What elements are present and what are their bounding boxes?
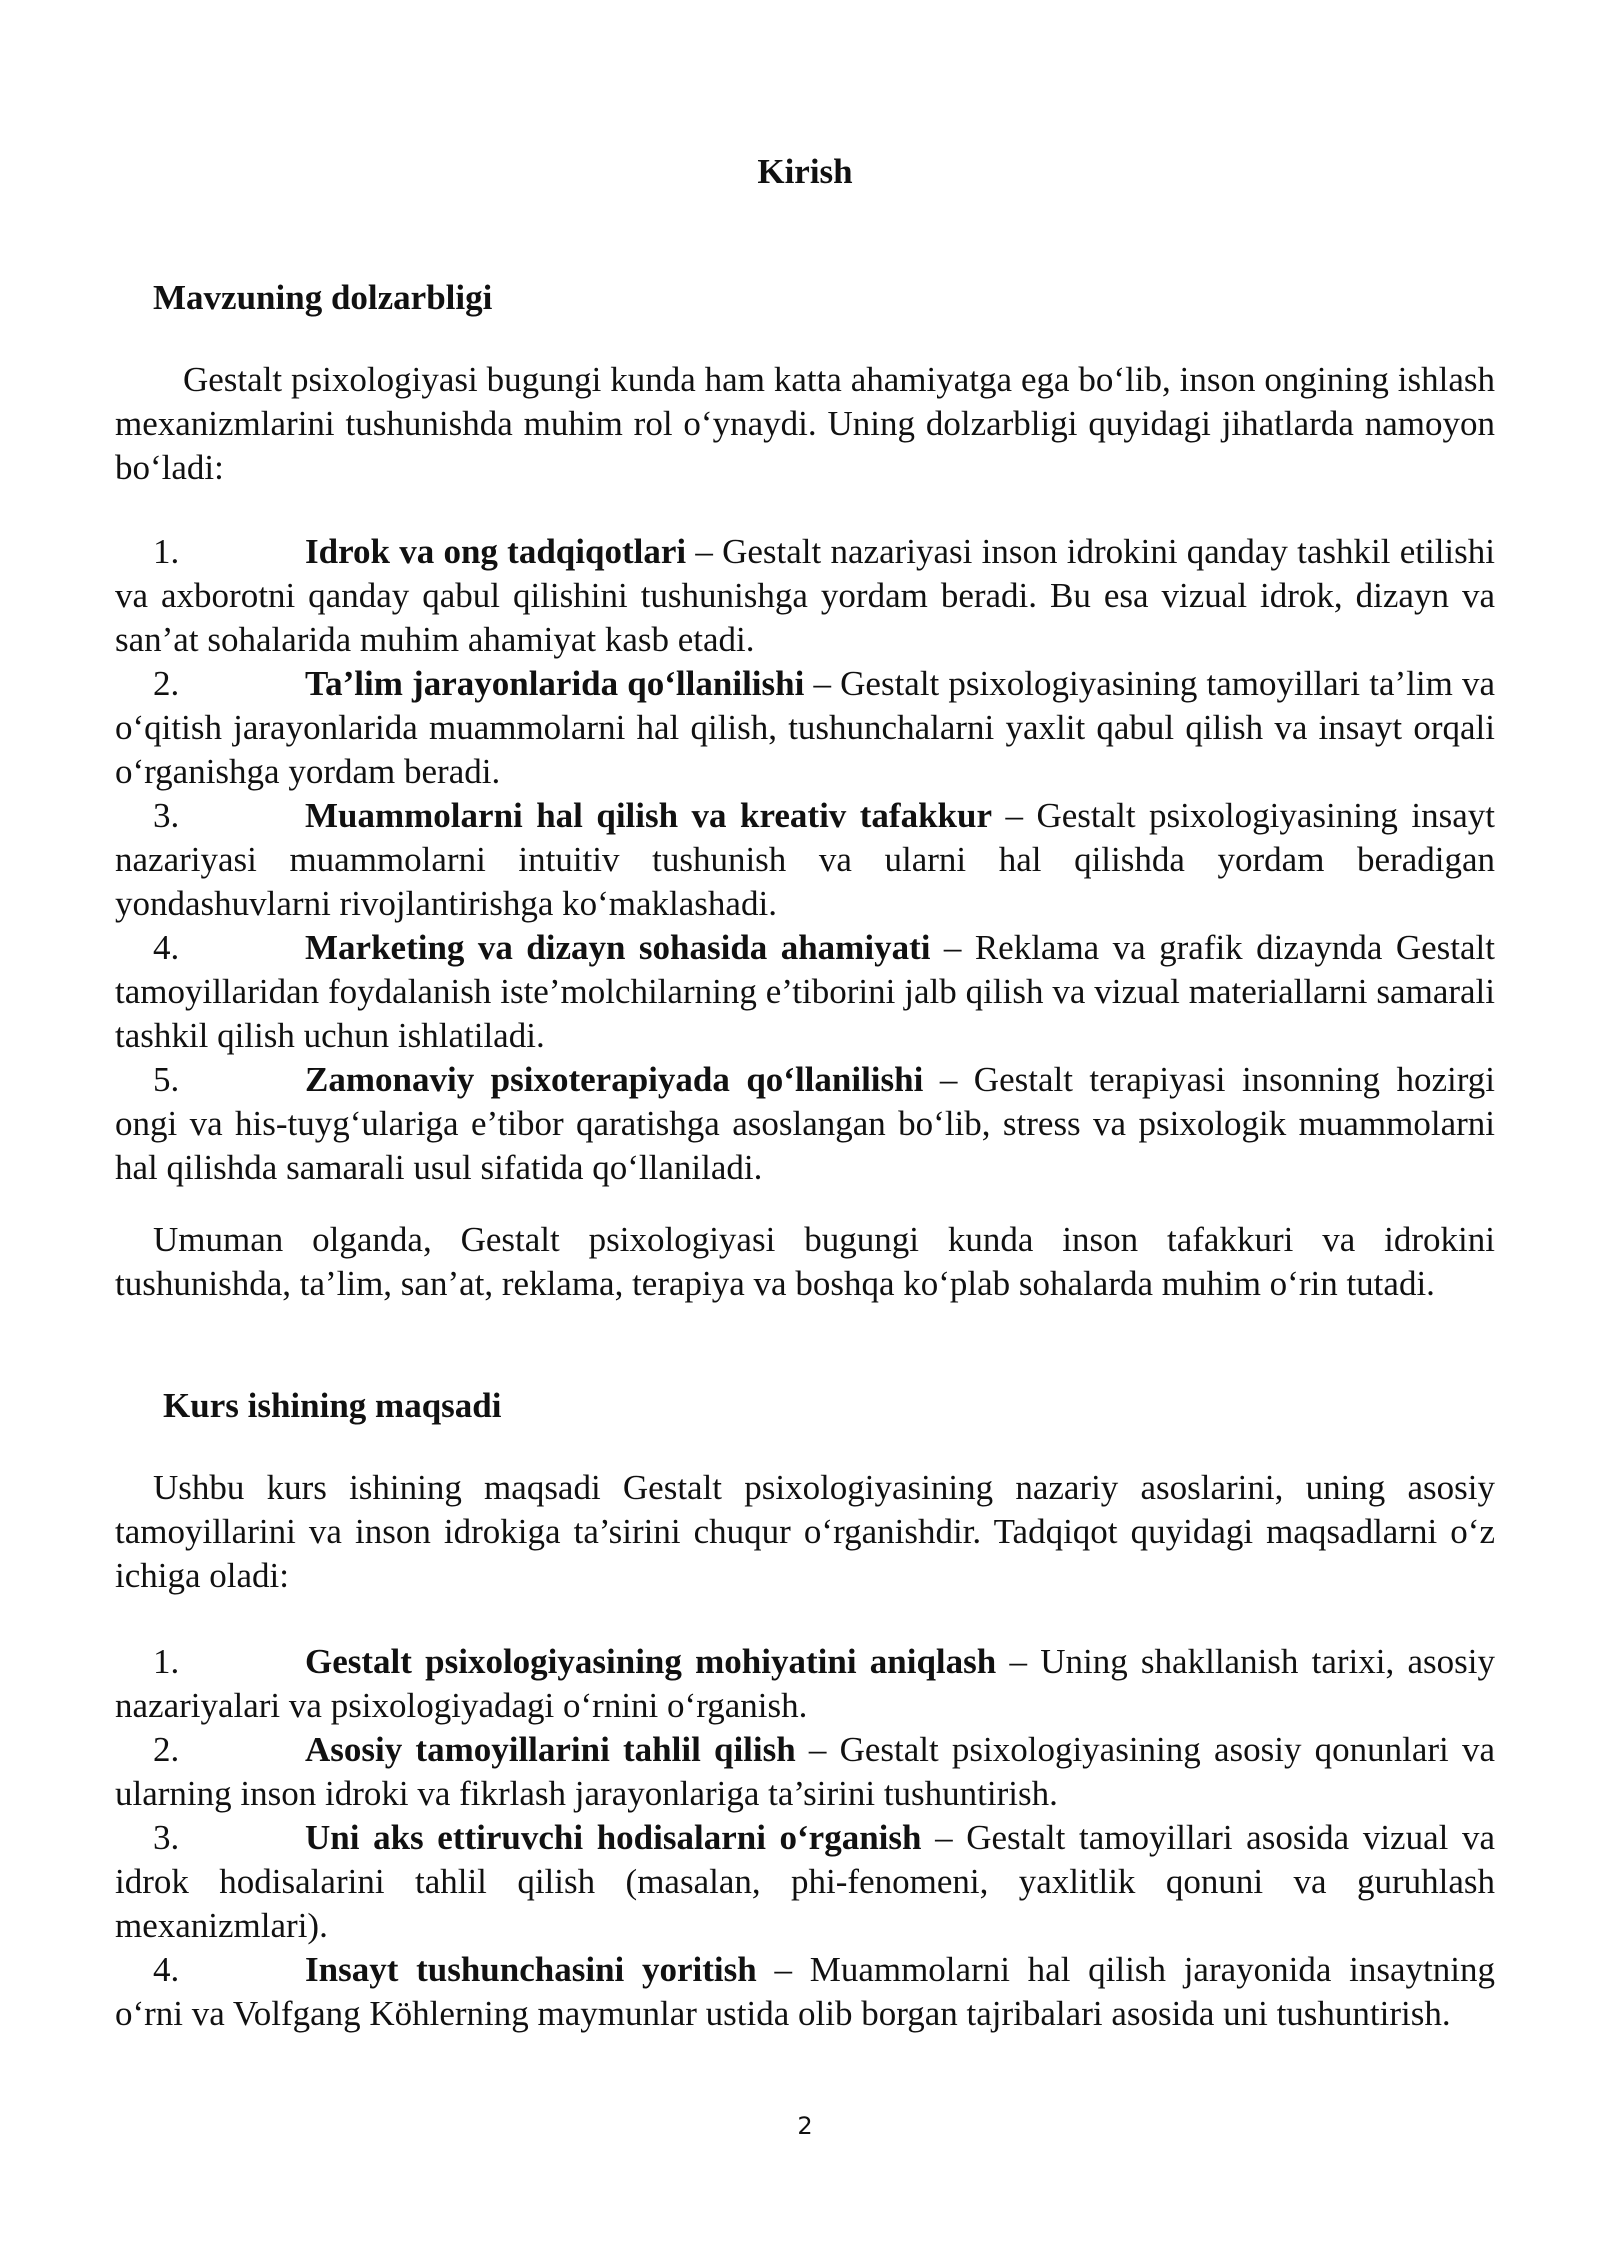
relevance-conclusion-paragraph: Umuman olganda, Gestalt psixologiyasi bugungi kunda inson tafakkuri va idrokini tushunishda, ta’lim, san’at, reklama, terapiya va boshqa ko‘plab sohalarda muhim o‘rin tutadi. (115, 1220, 1495, 1303)
list-item-term: Gestalt psixologiyasining mohiyatini aniqlash (305, 1642, 997, 1681)
list-item-text: – Gestalt psixologiyasining tamoyillari ta’lim va o‘qitish jarayonlarida muammolarni hal qilish, tushunchalarni yaxlit qabul qilish va insayt orqali o‘rganishga yordam beradi. (115, 664, 1495, 791)
list-item-number: 1. (153, 1642, 180, 1681)
list-item-number: 1. (153, 532, 180, 571)
list-item-term: Idrok va ong tadqiqotlari (305, 532, 687, 571)
list-item-number: 5. (153, 1060, 180, 1099)
list-item-term: Zamonaviy psixoterapiyada qo‘llanilishi (305, 1060, 924, 1099)
list-item (115, 794, 1495, 926)
page-number: 2 (797, 2112, 813, 2140)
list-item (115, 530, 1495, 662)
list-item-term: Insayt tushunchasini yoritish (305, 1950, 757, 1989)
list-item-term: Asosiy tamoyillarini tahlil qilish (305, 1730, 796, 1769)
list-item-number: 3. (153, 1818, 180, 1857)
list-item-text: – Gestalt psixologiyasining insayt nazariyasi muammolarni intuitiv tushunish va ularni hal qilishda yordam beradigan yondashuvlarni rivojlantirishga ko‘maklashadi. (115, 796, 1496, 923)
list-item (115, 1816, 1495, 1948)
relevance-list (115, 530, 1495, 1190)
list-item-term: Uni aks ettiruvchi hodisalarni o‘rganish (305, 1818, 922, 1857)
list-item (115, 662, 1495, 794)
list-item-term: Ta’lim jarayonlarida qo‘llanilishi (305, 664, 805, 703)
list-item-text: – Gestalt terapiyasi insonning hozirgi ongi va his-tuyg‘ulariga e’tibor qaratishga asoslangan bo‘lib, stress va psixologik muammolarni hal qilishda samarali usul sifatida qo‘llaniladi. (115, 1060, 1496, 1187)
list-item-text: – Gestalt tamoyillari asosida vizual va idrok hodisalarini tahlil qilish (masalan, phi-fenomeni, yaxlitlik qonuni va guruhlash mexanizmlari). (115, 1818, 1495, 1945)
list-item-text: – Gestalt nazariyasi inson idrokini qanday tashkil etilishi va axborotni qanday qabul qilishini tushunishga yordam beradi. Bu esa vizual idrok, dizayn va san’at sohalarida muhim ahamiyat kasb etadi. (115, 532, 1495, 659)
list-item-number: 3. (153, 796, 180, 835)
section-heading-relevance: Mavzuning dolzarbligi (153, 278, 493, 317)
list-item-text: – Gestalt psixologiyasining asosiy qonunlari va ularning inson idroki va fikrlash jarayonlariga ta’sirini tushuntirish. (115, 1730, 1495, 1813)
list-item (115, 926, 1495, 1058)
list-item (115, 1640, 1495, 1728)
list-item-text: – Reklama va grafik dizaynda Gestalt tamoyillaridan foydalanish iste’molchilarning e’tiborini jalb qilish va vizual materiallarni samarali tashkil qilish uchun ishlatiladi. (115, 928, 1495, 1055)
goal-list (115, 1640, 1495, 2036)
list-item (115, 1948, 1495, 2036)
list-item-term: Marketing va dizayn sohasida ahamiyati (305, 928, 931, 967)
list-item-number: 2. (153, 1730, 180, 1769)
list-item-text: – Uning shakllanish tarixi, asosiy nazariyalari va psixologiyadagi o‘rnini o‘rganish. (115, 1642, 1495, 1725)
section-heading-goal: Kurs ishining maqsadi (163, 1386, 502, 1425)
list-item-number: 2. (153, 664, 180, 703)
goal-intro-paragraph: Ushbu kurs ishining maqsadi Gestalt psixologiyasining nazariy asoslarini, uning asosiy tamoyillarini va inson idrokiga ta’sirini chuqur o‘rganishdir. Tadqiqot quyidagi maqsadlarni o‘z ichiga oladi: (115, 1468, 1495, 1595)
relevance-intro-paragraph: Gestalt psixologiyasi bugungi kunda ham katta ahamiyatga ega bo‘lib, inson ongining ishlash mexanizmlarini tushunishda muhim rol o‘ynaydi. Uning dolzarbligi quyidagi jihatlarda namoyon bo‘ladi: (115, 360, 1495, 487)
list-item-text: – Muammolarni hal qilish jarayonida insaytning o‘rni va Volfgang Köhlerning maymunlar ustida olib borgan tajribalari asosida uni tushuntirish. (115, 1950, 1495, 2033)
list-item-term: Muammolarni hal qilish va kreativ tafakkur (305, 796, 993, 835)
page-title: Kirish (757, 152, 853, 191)
list-item (115, 1058, 1495, 1190)
list-item (115, 1728, 1495, 1816)
list-item-number: 4. (153, 1950, 180, 1989)
list-item-number: 4. (153, 928, 180, 967)
